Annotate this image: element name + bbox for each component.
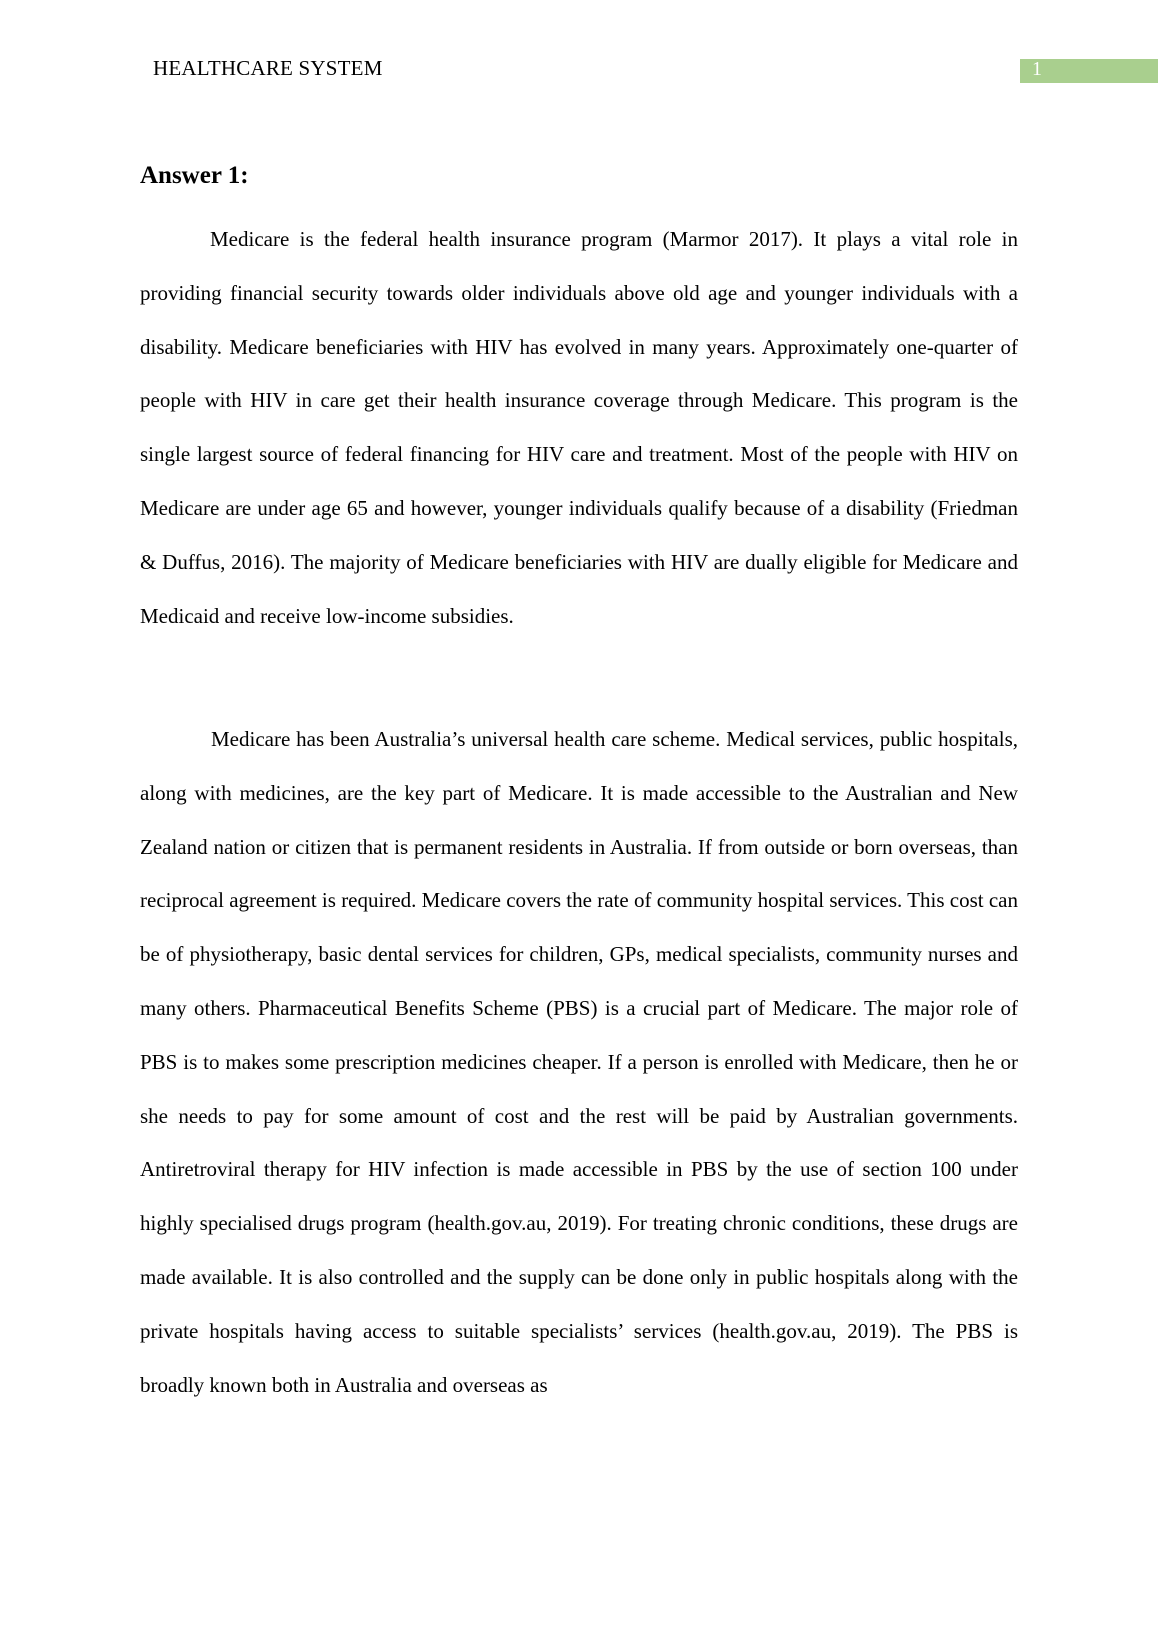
body-paragraph-1: Medicare is the federal health insurance program (Marmor 2017). It plays a vital role in providing financial security towards older individuals above old age and younger individuals with a disability. Medicare beneficiaries with HIV has evolved in many years. Approximately one-quarter of people with HIV in care get their health insurance coverage through Medicare. This program is the single largest source of federal financing for HIV care and treatment. Most of the people with HIV on Medicare are under age 65 and however, younger individuals qualify because of a disability (Friedman & Duffus, 2016). The majority of Medicare beneficiaries with HIV are dually eligible for Medicare and Medicaid and receive low-income subsidies. (140, 227, 1018, 628)
page-number: 1 (1032, 58, 1042, 80)
section-heading: Answer 1: (140, 162, 249, 189)
running-head: HEALTHCARE SYSTEM (153, 56, 383, 80)
body-paragraph-2: Medicare has been Australia’s universal health care scheme. Medical services, public hospitals, along with medicines, are the key part of Medicare. It is made accessible to the Australian and New Zealand nation or citizen that is permanent residents in Australia. If from outside or born overseas, than reciprocal agreement is required. Medicare covers the rate of community hospital services. This cost can be of physiotherapy, basic dental services for children, GPs, medical specialists, community nurses and many others. Pharmaceutical Benefits Scheme (PBS) is a crucial part of Medicare. The major role of PBS is to makes some prescription medicines cheaper. If a person is enrolled with Medicare, then he or she needs to pay for some amount of cost and the rest will be paid by Australian governments. Antiretroviral therapy for HIV infection is made accessible in PBS by the use of section 100 under highly specialised drugs program (health.gov.au, 2019). For treating chronic conditions, these drugs are made available. It is also controlled and the supply can be done only in public hospitals along with the private hospitals having access to suitable specialists’ services (health.gov.au, 2019). The PBS is broadly known both in Australia and overseas as (140, 727, 1018, 1397)
